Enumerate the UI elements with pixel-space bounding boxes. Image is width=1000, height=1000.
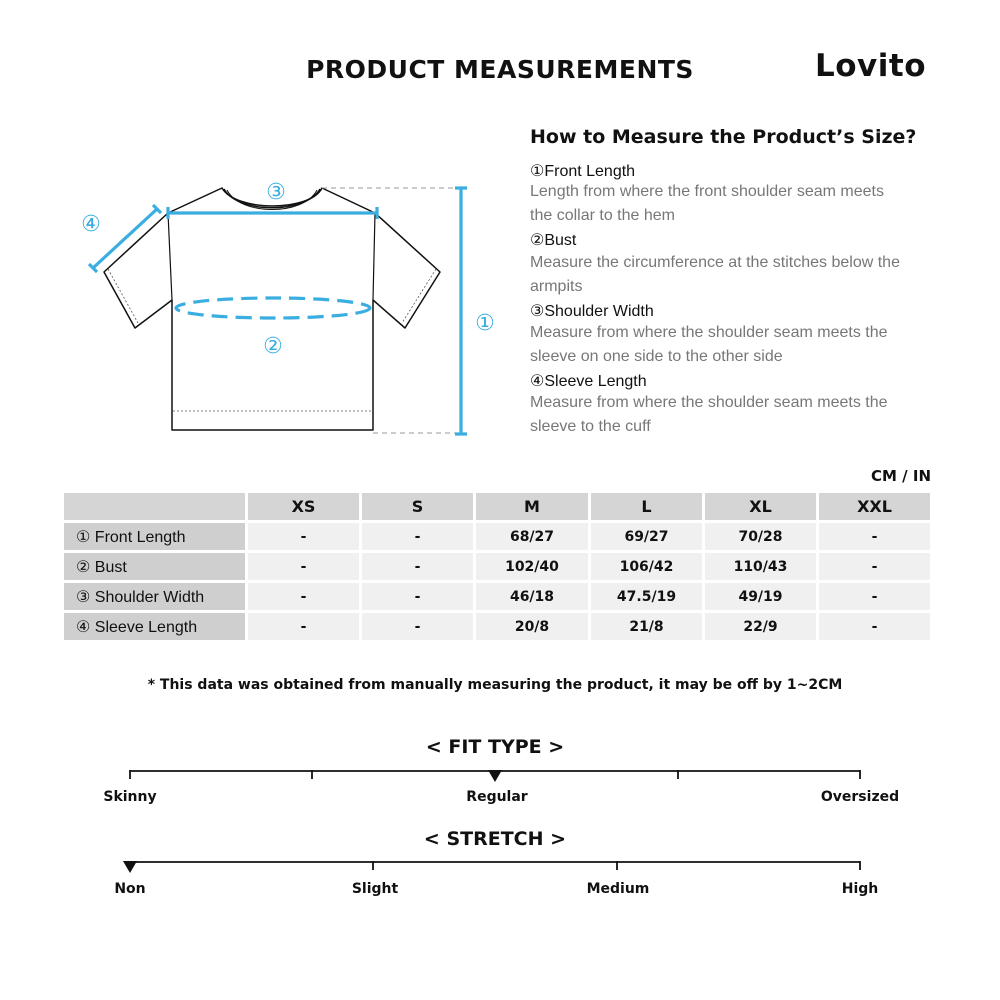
- table-cell: -: [248, 553, 359, 580]
- fit-label-oversized: Oversized: [820, 789, 900, 805]
- header-size-s: S: [362, 493, 473, 520]
- fit-type-pointer-icon: [488, 770, 502, 782]
- table-row-bust: [64, 553, 930, 580]
- sleeve-length-marker: ④: [81, 212, 101, 237]
- stretch-title: < STRETCH >: [423, 828, 567, 850]
- measurement-note: * This data was obtained from manually measuring the product, it may be off by 1~2CM: [147, 677, 843, 693]
- stretch-pointer-icon: [123, 861, 137, 873]
- table-row-sleeve-length: [64, 613, 930, 640]
- front-length-marker: ①: [475, 311, 495, 336]
- table-cell: 69/27: [591, 523, 702, 550]
- table-cell: -: [248, 583, 359, 610]
- header-size-m: M: [476, 493, 588, 520]
- measure-desc-bust: Measure the circumference at the stitches below the armpits: [530, 254, 900, 295]
- table-cell: -: [819, 523, 930, 550]
- measure-desc-front-length: Length from where the front shoulder seam meets the collar to the hem: [530, 183, 884, 224]
- table-cell: 70/28: [705, 523, 816, 550]
- stretch-scale: [0, 852, 1000, 876]
- table-cell: -: [819, 613, 930, 640]
- table-cell: -: [819, 583, 930, 610]
- stretch-label-non: Non: [114, 881, 146, 897]
- table-cell: 49/19: [705, 583, 816, 610]
- table-cell: -: [362, 523, 473, 550]
- table-cell: -: [248, 523, 359, 550]
- header-size-l: L: [591, 493, 702, 520]
- header-size-xs: XS: [248, 493, 359, 520]
- header-blank-cell: [64, 493, 245, 520]
- howto-title: How to Measure the Product’s Size?: [530, 126, 917, 148]
- measure-name-front-length: ①Front Length: [530, 163, 636, 180]
- table-cell: -: [248, 613, 359, 640]
- table-row-shoulder-width: [64, 583, 930, 610]
- table-cell: -: [362, 613, 473, 640]
- size-table: [61, 490, 933, 643]
- measure-desc-sleeve-length: Measure from where the shoulder seam meets the sleeve to the cuff: [530, 394, 888, 435]
- table-cell: 46/18: [476, 583, 588, 610]
- tshirt-diagram: [70, 170, 520, 450]
- table-cell: 22/9: [705, 613, 816, 640]
- row-label: ③ Shoulder Width: [64, 583, 245, 610]
- measure-name-sleeve-length: ④Sleeve Length: [530, 373, 647, 390]
- table-cell: -: [819, 553, 930, 580]
- row-label: ② Bust: [64, 553, 245, 580]
- brand-logo: Lovito: [815, 48, 927, 84]
- page-title: PRODUCT MEASUREMENTS: [306, 55, 694, 84]
- measure-name-bust: ②Bust: [530, 232, 577, 249]
- table-row-front-length: [64, 523, 930, 550]
- header-size-xxl: XXL: [819, 493, 930, 520]
- unit-label: CM / IN: [871, 467, 931, 485]
- table-cell: 20/8: [476, 613, 588, 640]
- table-cell: 110/43: [705, 553, 816, 580]
- stretch-label-slight: Slight: [351, 881, 399, 897]
- table-cell: 21/8: [591, 613, 702, 640]
- table-cell: 106/42: [591, 553, 702, 580]
- tshirt-outline: [104, 188, 440, 430]
- fit-label-skinny: Skinny: [103, 789, 157, 805]
- table-cell: -: [362, 583, 473, 610]
- row-label: ④ Sleeve Length: [64, 613, 245, 640]
- fit-type-scale: [0, 760, 1000, 784]
- measure-desc-shoulder-width: Measure from where the shoulder seam meets the sleeve on one side to the other side: [530, 324, 888, 365]
- table-cell: 68/27: [476, 523, 588, 550]
- stretch-label-medium: Medium: [586, 881, 650, 897]
- row-label: ① Front Length: [64, 523, 245, 550]
- table-cell: 47.5/19: [591, 583, 702, 610]
- table-header-row: [64, 493, 930, 520]
- shoulder-width-marker: ③: [266, 180, 286, 205]
- table-cell: -: [362, 553, 473, 580]
- fit-label-regular: Regular: [466, 789, 528, 805]
- fit-type-title: < FIT TYPE >: [425, 736, 565, 758]
- measure-name-shoulder-width: ③Shoulder Width: [530, 303, 654, 320]
- table-cell: 102/40: [476, 553, 588, 580]
- bust-marker: ②: [263, 334, 283, 359]
- header-size-xl: XL: [705, 493, 816, 520]
- stretch-label-high: High: [841, 881, 879, 897]
